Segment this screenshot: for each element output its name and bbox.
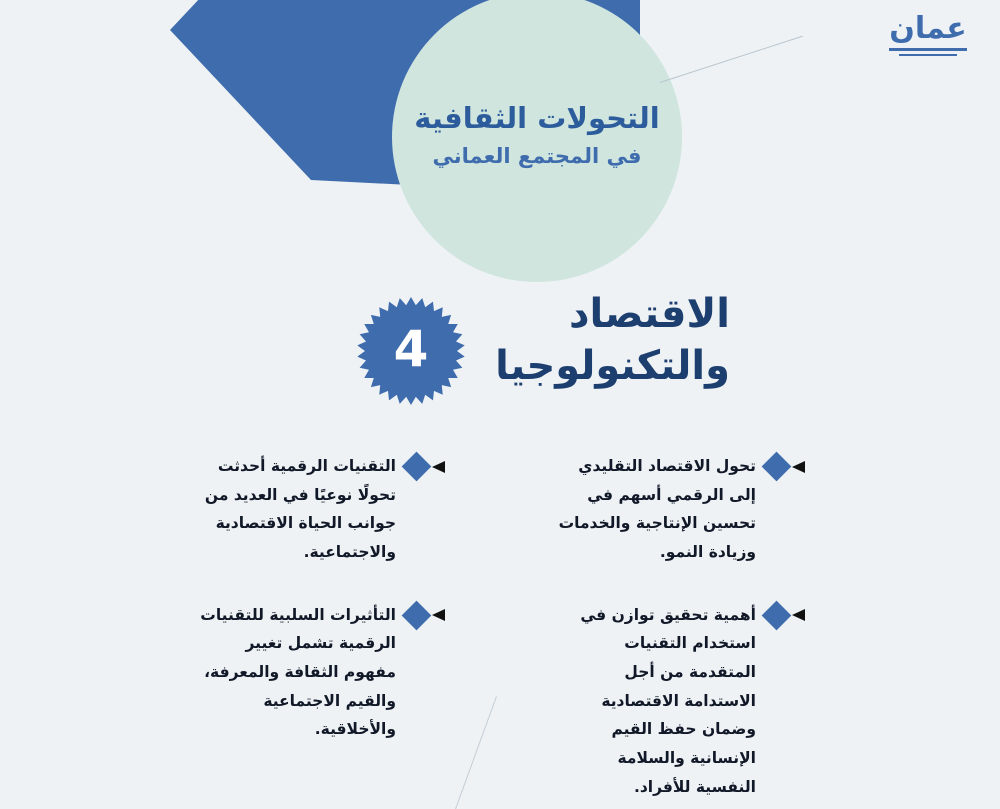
section-heading-line2: والتكنولوجيا (495, 343, 730, 389)
diamond-arrow-marker (406, 601, 445, 626)
section-heading-line1: الاقتصاد (569, 291, 730, 337)
list-item-text: أهمية تحقيق توازن في استخدام التقنيات المتقدمة من أجل الاستدامة الاقتصادية وضمان حفظ القيم الإنسانية والسلامة النفسية للأفراد. (580, 605, 756, 796)
list-item (555, 452, 805, 567)
diamond-arrow-marker (406, 452, 445, 477)
list-item-text: التقنيات الرقمية أحدثت تحولًا نوعيًا في العديد من جوانب الحياة الاقتصادية والاجتماعية. (204, 457, 396, 562)
content-columns (0, 452, 1000, 801)
section-heading (490, 288, 730, 392)
column-left (555, 452, 805, 801)
list-item (195, 452, 445, 567)
diamond-arrow-marker (766, 452, 805, 477)
section-number-badge (355, 295, 467, 407)
diamond-icon (762, 600, 792, 630)
list-item-text: تحول الاقتصاد التقليدي إلى الرقمي أسهم في تحسين الإنتاجية والخدمات وزيادة النمو. (558, 457, 756, 562)
brand-rule-small (899, 54, 957, 56)
diamond-arrow-marker (766, 601, 805, 626)
title-subtitle: في المجتمع العماني (432, 144, 642, 169)
page-title (392, 100, 682, 168)
list-item-text: التأثيرات السلبية للتقنيات الرقمية تشمل تغيير مفهوم الثقافة والمعرفة، والقيم الاجتماعية والأخلاقية. (200, 605, 396, 739)
brand-rule (889, 48, 967, 51)
section-number: 4 (393, 320, 429, 378)
diamond-icon (402, 452, 432, 482)
diamond-icon (762, 452, 792, 482)
brand-name: عمان (889, 11, 967, 46)
title-main: التحولات الثقافية (414, 101, 660, 135)
arrow-left-icon (432, 461, 445, 473)
list-item (195, 601, 445, 744)
arrow-left-icon (432, 609, 445, 621)
column-right (195, 452, 445, 801)
oman-wordmark-logo (880, 11, 976, 56)
list-item (555, 601, 805, 802)
thin-line-decoration-top (660, 36, 803, 83)
arrow-left-icon (792, 609, 805, 621)
arrow-left-icon (792, 461, 805, 473)
diamond-icon (402, 600, 432, 630)
